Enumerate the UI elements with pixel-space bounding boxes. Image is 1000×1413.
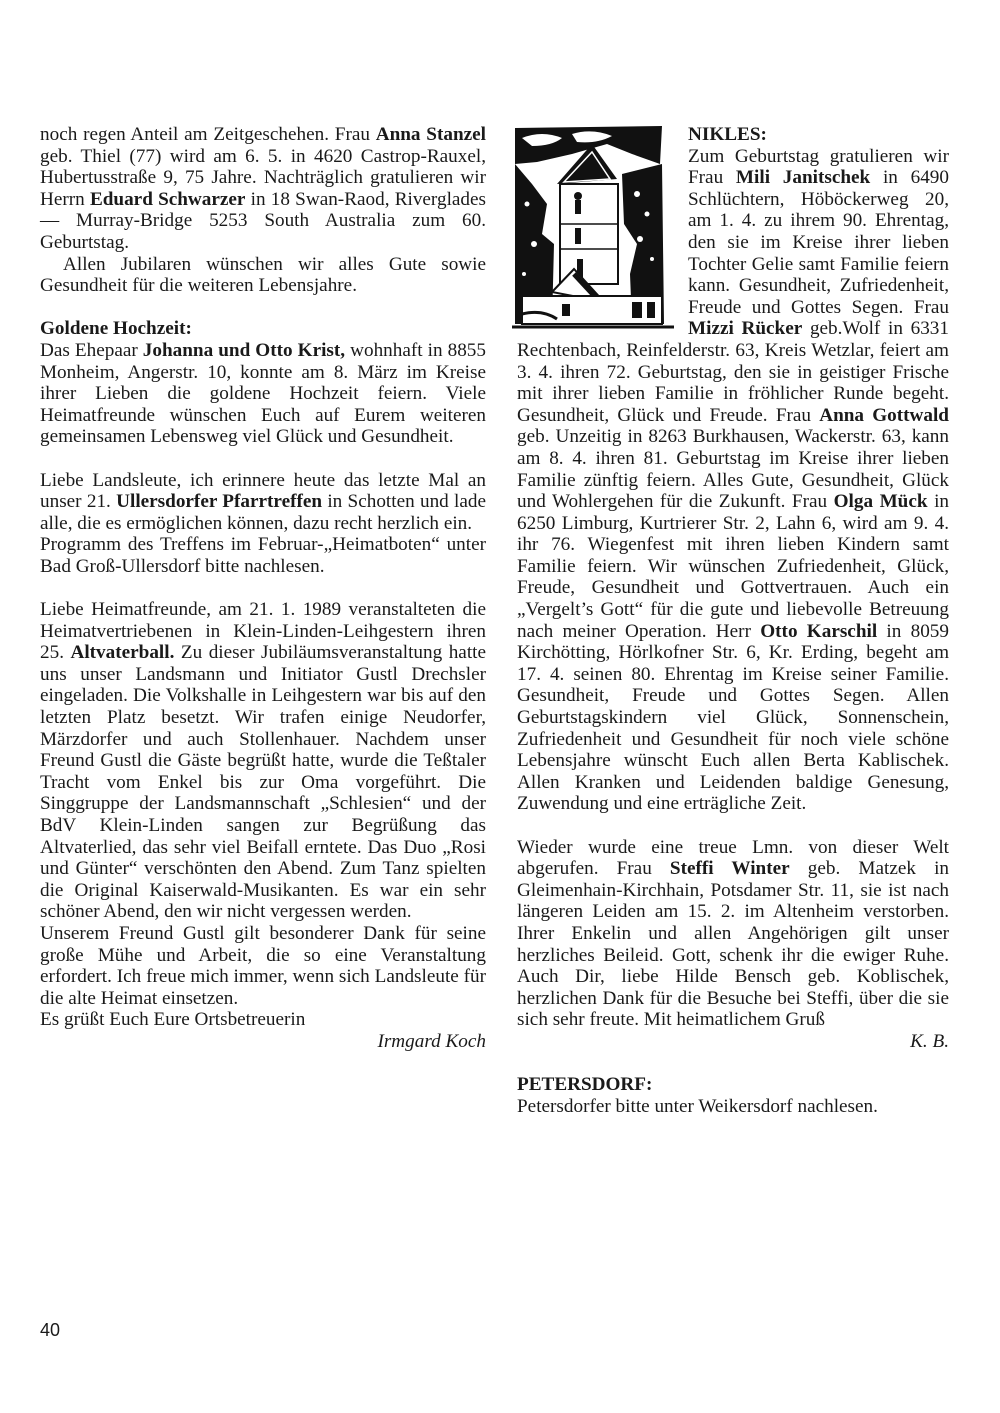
right-column [517,124,949,1117]
thanks-paragraph: Unserem Freund Gustl gilt besonderer Dank für seine große Mühe und Arbeit, die so eine Veranstaltung erfordert. Ich freue mich immer, wenn sich Landsleute für die alte Heimat einsetzen. [40,922,486,1009]
event-pfarrtreffen: Ullersdorfer Pfarrtreffen [116,491,323,513]
pfarrtreffen-paragraph: Liebe Landsleute, ich erinnere heute das letzte Mal an unser 21. Ullersdorfer Pfarrtreffen in Schotten und lade alle, die es ermöglichen können, dazu recht herzlich ein. [40,469,487,534]
name-mizzi-ruecker: Mizzi Rücker [688,318,803,340]
church-tower-illustration [512,124,674,331]
greeting-line: Es grüßt Euch Eure Ortsbetreuerin [40,1009,306,1031]
left-column [40,124,486,1053]
nikles-heading: NIKLES: [688,124,767,145]
signature-irmgard-koch: Irmgard Koch [377,1030,486,1052]
nikles-paragraph: Zum Geburtstag gratulieren wir Frau Mili Janitschek in 6490 Schlüchtern, Höböckerweg 20, am 1. 4. zu ihrem 90. Ehrentag, den sie im Kreise ihrer lieben Tochter Gelie samt Familie feiern kann. Gesundheit, Zufriedenheit, Freude und Gottes Segen. Frau Mizzi Rücker geb.Wolf in 6331 Rechtenbach, Reinfelderstr. 63, Kreis Wetzlar, feiert am 3. 4. ihren 72. Geburtstag, den sie in geistiger Frische mit ihrer lieben Familie in fröhlicher Runde begeht. Gesundheit, Glück und Freude. Frau Anna Gottwald geb. Unzeitig in 8263 Burkhausen, Wackerstr. 63, kann am 8. 4. ihren 81. Geburtstag im Kreise ihrer lieben Familie zünftig feiern. Alles Gute, Gesundheit, Glück und Wohlergehen für die Zukunft. Frau Olga Mück in 6250 Limburg, Kurtrierer Str. 2, Lahn 6, wird am 9. 4. ihr 76. Wiegenfest mit ihren lieben Kindern samt Familie feiern. Wir wünschen Zufriedenheit, Glück, Freude, Gesundheit und Gottvertrauen. Auch ein „Vergelt’s Gott“ für die gute und liebevolle Betreuung nach meiner Operation. Herr Otto Karschil in 8059 Kirchötting, Hörlkofner Str. 6, Kr. Erding, begeht am 17. 4. seinen 80. Ehrentag im Kreise seiner Familie. Gesundheit, Freude und Gottes Segen. Allen Geburtstagskindern viel Glück, Sonnenschein, Zufriedenheit und Gesundheit für noch viele schöne Lebensjahre wünscht Euch allen Berta Kablischek. Allen Kranken und Leidenden baldige Genesung, Zuwendung und eine erträgliche Zeit. [517,145,949,815]
signature-kb: K. B. [910,1030,949,1052]
name-otto-karschil: Otto Karschil [760,620,878,642]
obituary-paragraph: Wieder wurde eine treue Lmn. von dieser Welt abgerufen. Frau Steffi Winter geb. Matzek in Gleimenhain-Kirchhain, Potsdamer Str. 11, sie ist nach längeren Leiden am 15. 2. im Altenheim verstorben. Ihrer Enkelin und allen Angehörigen gilt unser herzliches Beileid. Gott, schenk ihr die ewiger Ruhe. Auch Dir, liebe Hilde Bensch geb. Koblischek, herzlichen Dank für die Besuche bei Steffi, über die sie sich sehr freute. Mit heimatlichem Gruß [517,836,949,1031]
name-mili-janitschek: Mili Janitschek [735,167,871,189]
golden-wedding-paragraph: Das Ehepaar Johanna und Otto Krist, wohnhaft in 8855 Monheim, Angerstr. 10, konnte am 8. März im Kreise ihrer Lieben die goldene Hochzeit feiern. Viele Heimatfreunde wünschen Euch auf Eurem weiteren gemeinsamen Lebensweg viel Glück und Gesundheit. [40,339,486,448]
name-anna-stanzel: Anna Stanzel [375,124,486,145]
name-krist: Johanna und Otto Krist, [142,339,346,361]
page-number: 40 [40,1320,61,1340]
event-altvaterball: Altvaterball. [70,642,175,664]
program-paragraph: Programm des Treffens im Februar-„Heimatboten“ unter Bad Groß-Ullersdorf bitte nachlesen. [40,534,486,577]
intro-paragraph: noch regen Anteil am Zeitgeschehen. Frau Anna Stanzel geb. Thiel (77) wird am 6. 5. in 4620 Castrop-Rauxel, Hubertusstraße 9, 75 Jahre. Nachträglich gratulieren wir Herrn Eduard Schwarzer in 18 Swan-Raod, Riverglades — Murray-Bridge 5253 South Australia zum 60. Geburtstag. [40,124,486,253]
wishes-paragraph: Allen Jubilaren wünschen wir alles Gute sowie Gesundheit für die weiteren Lebensjahre. [40,253,486,297]
name-olga-mueck: Olga Mück [833,491,928,513]
golden-wedding-heading: Goldene Hochzeit: [40,318,192,340]
petersdorf-paragraph: Petersdorfer bitte unter Weikersdorf nachlesen. [517,1095,878,1117]
name-steffi-winter: Steffi Winter [669,858,790,880]
name-eduard-schwarzer: Eduard Schwarzer [89,188,246,210]
petersdorf-heading: PETERSDORF: [517,1074,653,1096]
church-tower-icon [512,124,674,331]
altvaterball-paragraph: Liebe Heimatfreunde, am 21. 1. 1989 veranstalteten die Heimatvertriebenen in Klein-Linden-Leihgestern ihren 25. Altvaterball. Zu dieser Jubiläumsveranstaltung hatte uns unser Landsmann und Initiator Gustl Drechsler eingeladen. Die Volkshalle in Leihgestern war bis auf den letzten Platz besetzt. Wir trafen einige Neudorfer, Märzdorfer und auch Stollenhauer. Nachdem unser Freund Gustl die Gäste begrüßt hatte, wurde die Teßtaler Tracht vom Enkel bis zur Oma vorgeführt. Die Singgruppe der Landsmannschaft „Schlesien“ und der BdV Klein-Linden sangen zur Begrüßung das Altvaterlied, das sehr viel Beifall erntete. Das Duo „Rosi und Günter“ verschönten den Abend. Zum Tanz spielten die Original Kaiserwald-Musikanten. Es war ein sehr schöner Abend, den wir nicht vergessen werden. [40,599,486,923]
name-anna-gottwald: Anna Gottwald [819,404,949,426]
